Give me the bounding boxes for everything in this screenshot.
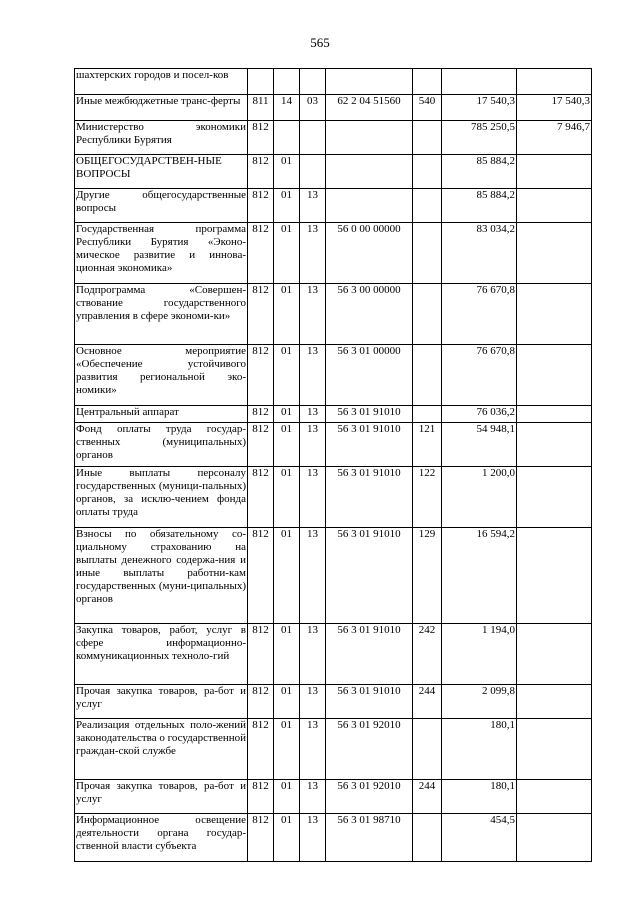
federal-amount-cell	[517, 780, 592, 814]
target-article-cell: 56 3 01 00000	[326, 345, 413, 406]
row-name-cell: Иные выплаты персоналу государственных (муници-пальных) органов, за исклю-чением фонда оплаты труда	[75, 467, 248, 528]
table-row	[75, 719, 592, 780]
target-article-cell: 56 3 01 91010	[326, 528, 413, 624]
ved-code-cell: 812	[248, 406, 274, 423]
ved-code-cell: 812	[248, 814, 274, 862]
section-code-cell: 01	[274, 345, 300, 406]
target-article-cell: 56 3 01 91010	[326, 685, 413, 719]
ved-code-cell: 812	[248, 780, 274, 814]
federal-amount-cell	[517, 406, 592, 423]
row-name-cell: Министерство экономики Республики Бурятия	[75, 121, 248, 155]
table-row	[75, 69, 592, 95]
subsection-code-cell: 13	[300, 406, 326, 423]
row-name-cell: Фонд оплаты труда государ-ственных (муниципальных) органов	[75, 423, 248, 467]
target-article-cell	[326, 155, 413, 189]
amount-cell: 76 670,8	[442, 284, 517, 345]
expense-type-cell: 122	[413, 467, 442, 528]
amount-cell: 2 099,8	[442, 685, 517, 719]
subsection-code-cell: 13	[300, 284, 326, 345]
budget-table	[74, 68, 592, 862]
expense-type-cell	[413, 155, 442, 189]
expense-type-cell	[413, 69, 442, 95]
expense-type-cell	[413, 284, 442, 345]
ved-code-cell: 812	[248, 121, 274, 155]
amount-cell: 785 250,5	[442, 121, 517, 155]
row-name-cell: Государственная программа Республики Бурятия «Эконо-мическое развитие и иннова-ционная экономика»	[75, 223, 248, 284]
section-code-cell: 01	[274, 406, 300, 423]
amount-cell: 17 540,3	[442, 95, 517, 121]
table-row	[75, 223, 592, 284]
section-code-cell	[274, 69, 300, 95]
subsection-code-cell: 13	[300, 719, 326, 780]
amount-cell: 76 036,2	[442, 406, 517, 423]
subsection-code-cell	[300, 121, 326, 155]
amount-cell: 76 670,8	[442, 345, 517, 406]
amount-cell: 1 200,0	[442, 467, 517, 528]
amount-cell: 54 948,1	[442, 423, 517, 467]
expense-type-cell	[413, 719, 442, 780]
expense-type-cell: 244	[413, 685, 442, 719]
subsection-code-cell: 13	[300, 345, 326, 406]
table-row	[75, 345, 592, 406]
subsection-code-cell: 13	[300, 423, 326, 467]
subsection-code-cell: 13	[300, 685, 326, 719]
amount-cell: 16 594,2	[442, 528, 517, 624]
target-article-cell: 56 3 01 92010	[326, 719, 413, 780]
row-name-cell: Взносы по обязательному со-циальному страхованию на выплаты денежного содержа-ния и иные выплаты работни-кам государственных (муни-ципальных) органов	[75, 528, 248, 624]
federal-amount-cell	[517, 69, 592, 95]
row-name-cell: Подпрограмма «Совершен-ствование государственного управления в сфере экономи-ки»	[75, 284, 248, 345]
table-row	[75, 423, 592, 467]
section-code-cell: 01	[274, 467, 300, 528]
target-article-cell	[326, 69, 413, 95]
row-name-cell: Центральный аппарат	[75, 406, 248, 423]
section-code-cell: 01	[274, 814, 300, 862]
expense-type-cell	[413, 189, 442, 223]
expense-type-cell: 129	[413, 528, 442, 624]
table-row	[75, 284, 592, 345]
target-article-cell: 62 2 04 51560	[326, 95, 413, 121]
section-code-cell: 01	[274, 719, 300, 780]
subsection-code-cell: 13	[300, 467, 326, 528]
target-article-cell: 56 3 01 91010	[326, 624, 413, 685]
row-name-cell: Информационное освещение деятельности органа государ-ственной власти субъекта	[75, 814, 248, 862]
subsection-code-cell	[300, 69, 326, 95]
amount-cell: 85 884,2	[442, 155, 517, 189]
amount-cell: 454,5	[442, 814, 517, 862]
row-name-cell: Основное мероприятие «Обеспечение устойчивого развития региональной эко-номики»	[75, 345, 248, 406]
amount-cell: 85 884,2	[442, 189, 517, 223]
target-article-cell	[326, 189, 413, 223]
target-article-cell: 56 3 01 98710	[326, 814, 413, 862]
page-number: 565	[310, 35, 330, 50]
ved-code-cell: 812	[248, 284, 274, 345]
row-name-cell: ОБЩЕГОСУДАРСТВЕН-НЫЕ ВОПРОСЫ	[75, 155, 248, 189]
section-code-cell: 01	[274, 685, 300, 719]
table-row	[75, 780, 592, 814]
federal-amount-cell	[517, 719, 592, 780]
subsection-code-cell: 13	[300, 780, 326, 814]
row-name-cell: Реализация отдельных поло-жений законодательства о государственной граждан-ской службе	[75, 719, 248, 780]
ved-code-cell: 812	[248, 624, 274, 685]
section-code-cell: 01	[274, 423, 300, 467]
amount-cell	[442, 69, 517, 95]
row-name-cell: Другие общегосударственные вопросы	[75, 189, 248, 223]
section-code-cell: 01	[274, 155, 300, 189]
target-article-cell: 56 3 00 00000	[326, 284, 413, 345]
expense-type-cell	[413, 406, 442, 423]
subsection-code-cell: 13	[300, 223, 326, 284]
ved-code-cell: 811	[248, 95, 274, 121]
ved-code-cell: 812	[248, 423, 274, 467]
section-code-cell: 01	[274, 223, 300, 284]
expense-type-cell: 242	[413, 624, 442, 685]
amount-cell: 1 194,0	[442, 624, 517, 685]
federal-amount-cell: 7 946,7	[517, 121, 592, 155]
expense-type-cell	[413, 345, 442, 406]
federal-amount-cell	[517, 685, 592, 719]
section-code-cell: 01	[274, 624, 300, 685]
row-name-cell: Закупка товаров, работ, услуг в сфере информационно-коммуникационных техноло-гий	[75, 624, 248, 685]
section-code-cell: 01	[274, 284, 300, 345]
table-row	[75, 155, 592, 189]
ved-code-cell: 812	[248, 685, 274, 719]
row-name-cell: Иные межбюджетные транс-ферты	[75, 95, 248, 121]
section-code-cell: 01	[274, 780, 300, 814]
ved-code-cell: 812	[248, 528, 274, 624]
target-article-cell	[326, 121, 413, 155]
table-row	[75, 624, 592, 685]
amount-cell: 180,1	[442, 780, 517, 814]
ved-code-cell: 812	[248, 467, 274, 528]
federal-amount-cell	[517, 624, 592, 685]
table-row	[75, 121, 592, 155]
subsection-code-cell: 13	[300, 814, 326, 862]
ved-code-cell: 812	[248, 189, 274, 223]
subsection-code-cell: 13	[300, 189, 326, 223]
federal-amount-cell	[517, 423, 592, 467]
expense-type-cell	[413, 814, 442, 862]
row-name-cell: Прочая закупка товаров, ра-бот и услуг	[75, 685, 248, 719]
section-code-cell: 14	[274, 95, 300, 121]
table-row	[75, 189, 592, 223]
subsection-code-cell: 13	[300, 528, 326, 624]
table-row	[75, 406, 592, 423]
ved-code-cell	[248, 69, 274, 95]
amount-cell: 180,1	[442, 719, 517, 780]
table-row	[75, 685, 592, 719]
target-article-cell: 56 3 01 91010	[326, 467, 413, 528]
subsection-code-cell: 13	[300, 624, 326, 685]
section-code-cell	[274, 121, 300, 155]
target-article-cell: 56 0 00 00000	[326, 223, 413, 284]
ved-code-cell: 812	[248, 223, 274, 284]
row-name-cell: Прочая закупка товаров, ра-бот и услуг	[75, 780, 248, 814]
target-article-cell: 56 3 01 91010	[326, 423, 413, 467]
expense-type-cell: 540	[413, 95, 442, 121]
federal-amount-cell	[517, 528, 592, 624]
federal-amount-cell	[517, 814, 592, 862]
federal-amount-cell	[517, 467, 592, 528]
federal-amount-cell	[517, 189, 592, 223]
subsection-code-cell	[300, 155, 326, 189]
section-code-cell: 01	[274, 528, 300, 624]
target-article-cell: 56 3 01 91010	[326, 406, 413, 423]
target-article-cell: 56 3 01 92010	[326, 780, 413, 814]
ved-code-cell: 812	[248, 719, 274, 780]
table-row	[75, 528, 592, 624]
expense-type-cell: 121	[413, 423, 442, 467]
row-name-cell: шахтерских городов и посел-ков	[75, 69, 248, 95]
ved-code-cell: 812	[248, 345, 274, 406]
federal-amount-cell	[517, 155, 592, 189]
table-row	[75, 814, 592, 862]
expense-type-cell	[413, 223, 442, 284]
table-row	[75, 467, 592, 528]
amount-cell: 83 034,2	[442, 223, 517, 284]
section-code-cell: 01	[274, 189, 300, 223]
ved-code-cell: 812	[248, 155, 274, 189]
federal-amount-cell	[517, 345, 592, 406]
expense-type-cell	[413, 121, 442, 155]
subsection-code-cell: 03	[300, 95, 326, 121]
federal-amount-cell	[517, 223, 592, 284]
federal-amount-cell: 17 540,3	[517, 95, 592, 121]
table-row	[75, 95, 592, 121]
federal-amount-cell	[517, 284, 592, 345]
expense-type-cell: 244	[413, 780, 442, 814]
